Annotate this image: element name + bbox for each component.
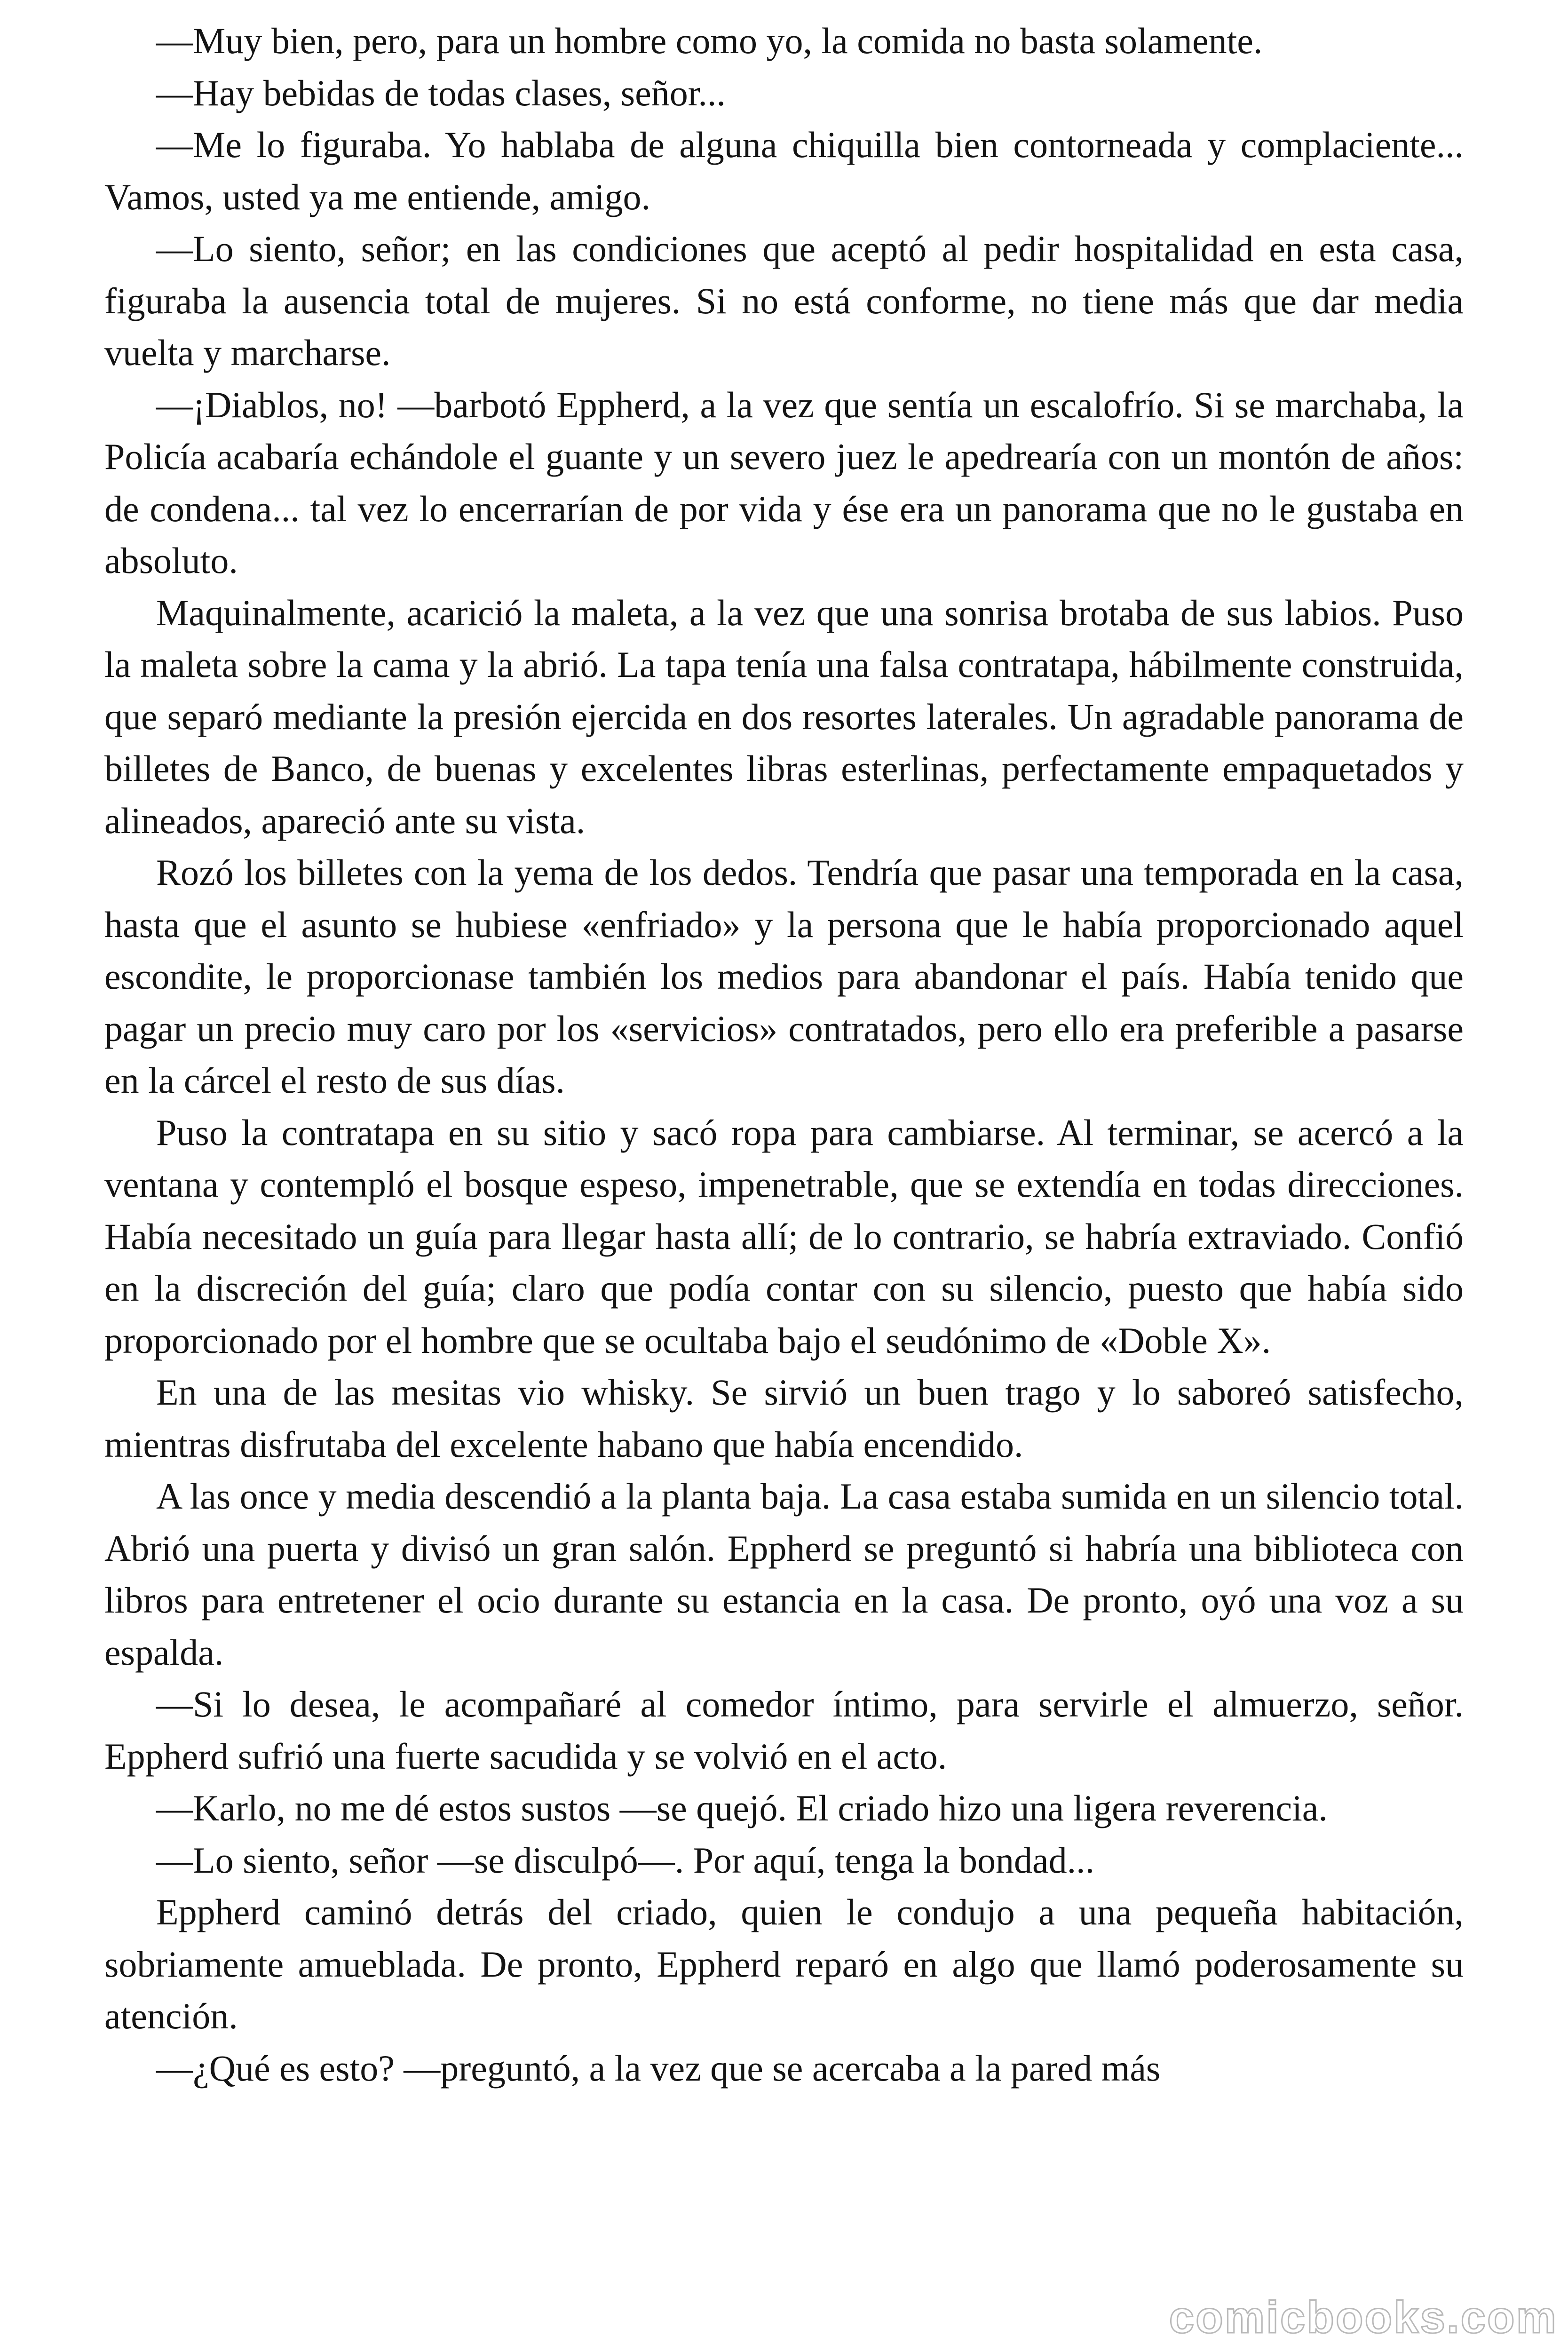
paragraph: Eppherd caminó detrás del criado, quien le condujo a una pequeña habitación, sobriamente amueblada. De pronto, Eppherd reparó en algo que llamó poderosamente su atención. [104,1891,1464,2036]
paragraph: A las once y media descendió a la planta baja. La casa estaba sumida en un silencio total. Abrió una puerta y divisó un gran salón. Eppherd se preguntó si habría una biblioteca con libros para entretener el ocio durante su estancia en la casa. De pronto, oyó una voz a su espalda. [104,1476,1464,1673]
paragraph: —Karlo, no me dé estos sustos —se quejó. El criado hizo una ligera reverencia. [156,1788,1328,1828]
paragraph: En una de las mesitas vio whisky. Se sirvió un buen trago y lo saboreó satisfecho, mientras disfrutaba del excelente habano que había encendido. [104,1372,1464,1465]
watermark: comicbooks.com [1169,2292,1558,2343]
paragraph: Rozó los billetes con la yema de los dedos. Tendría que pasar una temporada en la casa, hasta que el asunto se hubiese «enfriado» y la persona que le había proporcionado aquel escondite, le proporcionase también los medios para abandonar el país. Había tenido que pagar un precio muy caro por los «servicios» contratados, pero ello era preferible a pasarse en la cárcel el resto de sus días. [104,852,1464,1101]
paragraph: —Si lo desea, le acompañaré al comedor íntimo, para servirle el almuerzo, señor. Eppherd sufrió una fuerte sacudida y se volvió en el acto. [104,1684,1464,1777]
paragraph: —Hay bebidas de todas clases, señor... [156,72,726,113]
paragraph: —Me lo figuraba. Yo hablaba de alguna chiquilla bien contorneada y complaciente... Vamos, usted ya me entiende, amigo. [104,124,1464,217]
paragraph: —¡Diablos, no! —barbotó Eppherd, a la vez que sentía un escalofrío. Si se marchaba, la Policía acabaría echándole el guante y un severo juez le apedrearía con un montón de años: de condena... tal vez lo encerrarían de por vida y ése era un panorama que no le gustaba en absoluto. [104,384,1464,581]
paragraph: —Lo siento, señor; en las condiciones que aceptó al pedir hospitalidad en esta casa, figuraba la ausencia total de mujeres. Si no está conforme, no tiene más que dar media vuelta y marcharse. [104,228,1464,373]
paragraph: Puso la contratapa en su sitio y sacó ropa para cambiarse. Al terminar, se acercó a la ventana y contempló el bosque espeso, impenetrable, que se extendía en todas direcciones. Había necesitado un guía para llegar hasta allí; de lo contrario, se habría extraviado. Confió en la discreción del guía; claro que podía contar con su silencio, puesto que había sido proporcionado por el hombre que se ocultaba bajo el seudónimo de «Doble X». [104,1112,1464,1361]
paragraph: Maquinalmente, acarició la maleta, a la vez que una sonrisa brotaba de sus labios. Puso la maleta sobre la cama y la abrió. La tapa tenía una falsa contratapa, hábilmente construida, que separó mediante la presión ejercida en dos resortes laterales. Un agradable panorama de billetes de Banco, de buenas y excelentes libras esterlinas, perfectamente empaquetados y alineados, apareció ante su vista. [104,592,1464,841]
paragraph: —Muy bien, pero, para un hombre como yo, la comida no basta solamente. [156,20,1263,61]
paragraph: —Lo siento, señor —se disculpó—. Por aquí, tenga la bondad... [156,1839,1095,1881]
paragraph: —¿Qué es esto? —preguntó, a la vez que se acercaba a la pared más [156,2047,1161,2089]
body-text [104,15,1464,2094]
